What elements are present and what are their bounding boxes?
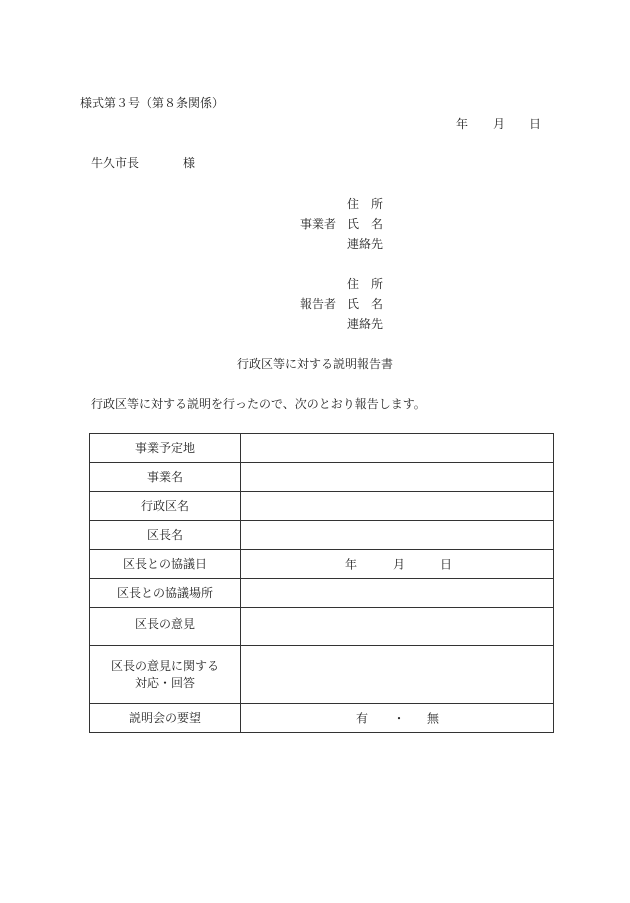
consultation-date-field[interactable] [241,550,554,579]
table-row [90,492,554,521]
meeting-request-label: 説明会の要望 [90,704,241,733]
response-label [90,646,241,704]
table-row [90,608,554,646]
response-label-line1: 区長の意見に関する [110,658,219,673]
addressee-honorific: 様 [183,156,196,170]
chief-name-label: 区長名 [90,521,241,550]
form-number: 様式第３号（第８条関係） [80,96,225,110]
district-name-label: 行政区名 [90,492,241,521]
option-yes[interactable]: 有 [356,711,369,726]
table-row [90,521,554,550]
operator-address-label: 住 所 [347,197,384,211]
response-field[interactable] [241,646,554,704]
document-title: 行政区等に対する説明報告書 [236,357,393,371]
response-label-line2: 対応・回答 [134,675,195,690]
operator-contact-label: 連絡先 [347,237,384,251]
consultation-date-label: 区長との協議日 [90,550,241,579]
reporter-label: 報告者 [300,297,337,311]
chief-opinion-label: 区長の意見 [90,608,241,646]
reporter-contact-label: 連絡先 [347,317,384,331]
header-date-month: 月 [493,117,506,131]
table-row [90,646,554,704]
reporter-address-label: 住 所 [347,277,384,291]
business-name-label: 事業名 [90,463,241,492]
header-date-year: 年 [456,117,469,131]
document-intro: 行政区等に対する説明を行ったので、次のとおり報告します。 [91,397,426,411]
business-name-field[interactable] [241,463,554,492]
consultation-place-field[interactable] [241,579,554,608]
table-row [90,579,554,608]
chief-opinion-field[interactable] [241,608,554,646]
table-row [90,463,554,492]
table-row [90,550,554,579]
meeting-request-field [241,704,554,733]
district-name-field[interactable] [241,492,554,521]
chief-name-field[interactable] [241,521,554,550]
planned-site-label: 事業予定地 [90,434,241,463]
consultation-place-label: 区長との協議場所 [90,579,241,608]
table-row [90,434,554,463]
consultation-date-month: 月 [393,557,406,572]
table-row [90,704,554,733]
operator-name-label: 氏 名 [347,217,384,231]
addressee-name: 牛久市長 [91,156,140,170]
planned-site-field[interactable] [241,434,554,463]
consultation-date-day: 日 [440,557,453,572]
reporter-name-label: 氏 名 [347,297,384,311]
header-date-day: 日 [529,117,542,131]
operator-label: 事業者 [300,217,337,231]
report-table [89,433,554,733]
consultation-date-year: 年 [345,557,358,572]
option-no[interactable]: 無 [427,711,440,726]
option-separator: ・ [393,711,406,726]
